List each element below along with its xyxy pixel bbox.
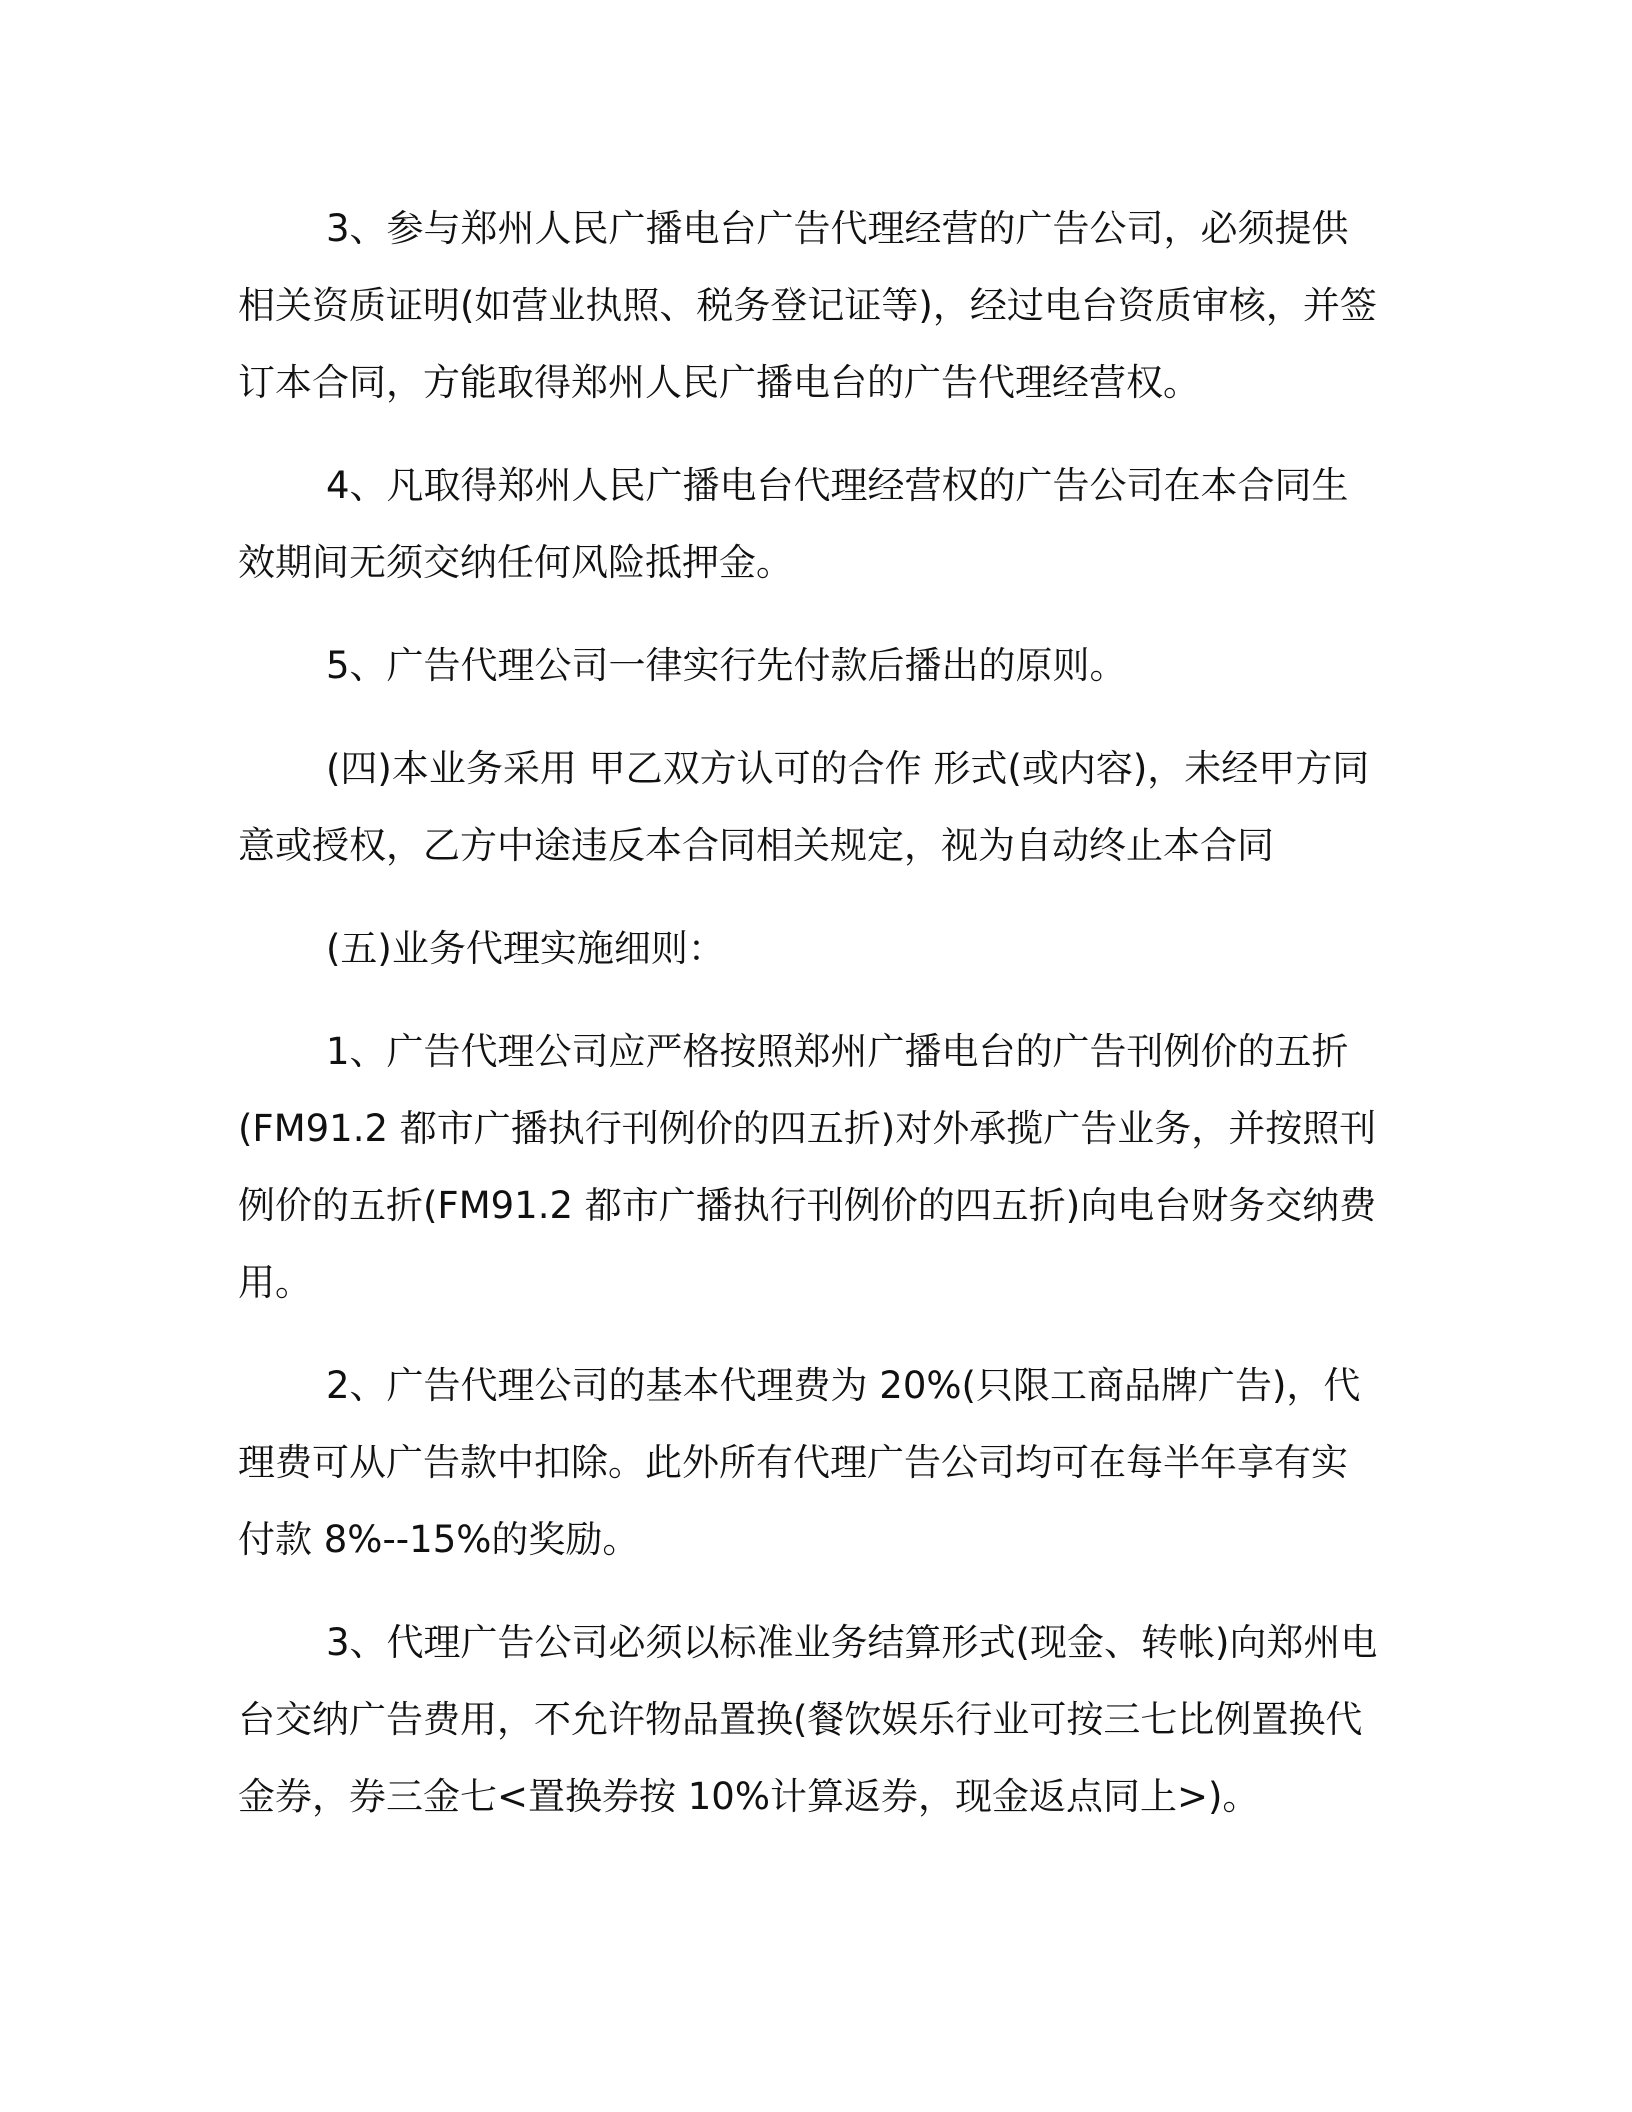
section-5-heading bbox=[238, 910, 1393, 987]
text-line: 用。 bbox=[238, 1261, 312, 1304]
text-line: (五)业务代理实施细则： bbox=[326, 927, 725, 970]
text-line: 4、凡取得郑州人民广播电台代理经营权的广告公司在本合同生 bbox=[326, 464, 1349, 507]
clause-5-payment bbox=[238, 627, 1393, 704]
text-line: 3、代理广告公司必须以标准业务结算形式(现金、转帐)向郑州电 bbox=[326, 1621, 1378, 1664]
text-line: (四)本业务采用 甲乙双方认可的合作 形式(或内容)，未经甲方同 bbox=[326, 747, 1370, 790]
clause-3-qualification bbox=[238, 190, 1393, 421]
text-line: 2、广告代理公司的基本代理费为 20%(只限工商品牌广告)，代 bbox=[326, 1364, 1361, 1407]
text-line: 意或授权，乙方中途违反本合同相关规定，视为自动终止本合同 bbox=[238, 824, 1274, 867]
document-body bbox=[238, 190, 1393, 1861]
rule-3-settlement bbox=[238, 1604, 1393, 1835]
text-line: 理费可从广告款中扣除。此外所有代理广告公司均可在每半年享有实 bbox=[238, 1441, 1348, 1484]
text-line: 1、广告代理公司应严格按照郑州广播电台的广告刊例价的五折 bbox=[326, 1030, 1349, 1073]
text-line: 例价的五折(FM91.2 都市广播执行刊例价的四五折)向电台财务交纳费 bbox=[238, 1184, 1377, 1227]
text-line: 金券，券三金七<置换券按 10%计算返券，现金返点同上>)。 bbox=[238, 1775, 1260, 1818]
clause-4-deposit bbox=[238, 447, 1393, 601]
text-line: 效期间无须交纳任何风险抵押金。 bbox=[238, 541, 793, 584]
text-line: 订本合同，方能取得郑州人民广播电台的广告代理经营权。 bbox=[238, 361, 1200, 404]
rule-2-agency-fee bbox=[238, 1347, 1393, 1578]
text-line: 相关资质证明(如营业执照、税务登记证等)，经过电台资质审核，并签 bbox=[238, 284, 1377, 327]
text-line: 台交纳广告费用，不允许物品置换(餐饮娱乐行业可按三七比例置换代 bbox=[238, 1698, 1363, 1741]
text-line: 5、广告代理公司一律实行先付款后播出的原则。 bbox=[326, 644, 1127, 687]
text-line: 付款 8%--15%的奖励。 bbox=[238, 1518, 640, 1561]
section-4-cooperation bbox=[238, 730, 1393, 884]
text-line: 3、参与郑州人民广播电台广告代理经营的广告公司，必须提供 bbox=[326, 207, 1349, 250]
rule-1-pricing bbox=[238, 1013, 1393, 1321]
text-line: (FM91.2 都市广播执行刊例价的四五折)对外承揽广告业务，并按照刊 bbox=[238, 1107, 1377, 1150]
